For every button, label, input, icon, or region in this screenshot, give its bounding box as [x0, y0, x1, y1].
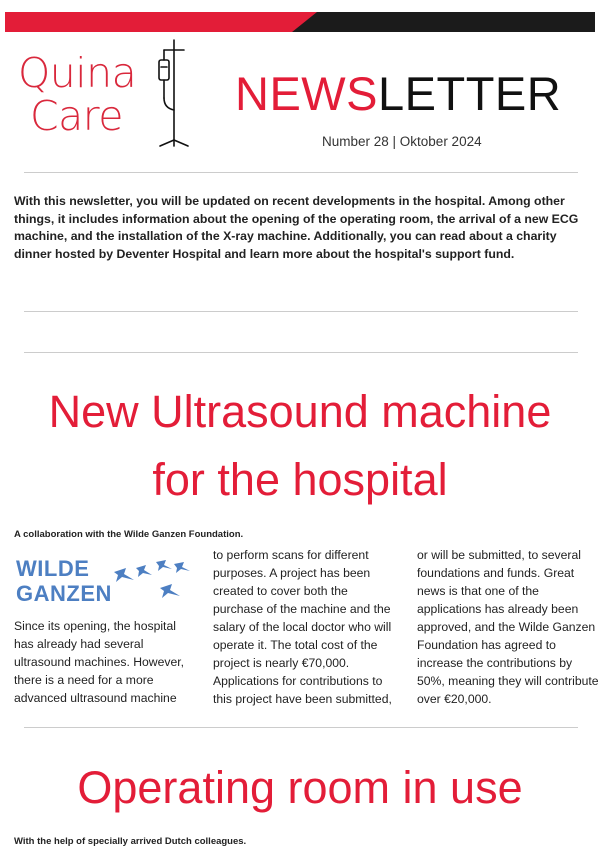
wilde-ganzen-logo	[16, 556, 186, 610]
partner-logo-line-1: WILDE	[16, 556, 90, 581]
intro-paragraph: With this newsletter, you will be updated on recent developments in the hospital. Among other things, it includes information about the opening of the operating room, the arrival of a new ECG machine, and the installation of the X-ray machine. Additionally, you can read about a charity dinner hosted by Deventer Hospital and learn more about the hospital's support fund.	[14, 194, 579, 261]
headline-line-2: for the hospital	[152, 454, 448, 505]
article-subtitle: A collaboration with the Wilde Ganzen Foundation.	[14, 529, 244, 540]
divider	[24, 172, 578, 173]
iv-drip-stand-icon	[150, 38, 198, 148]
headline-line-1: New Ultrasound machine	[48, 386, 552, 437]
article-headline-ultrasound	[0, 378, 600, 514]
newsletter-title	[235, 66, 561, 122]
top-banner-accent	[5, 12, 317, 32]
logo-wordmark	[18, 49, 137, 140]
geese-icon	[112, 558, 192, 608]
title-letter: LETTER	[378, 67, 562, 120]
divider	[24, 727, 578, 728]
title-news: NEWS	[235, 67, 378, 120]
article-subtitle: With the help of specially arrived Dutch colleagues.	[14, 836, 247, 847]
issue-number: Number 28 | Oktober 2024	[322, 134, 482, 149]
article-headline-operating-room: Operating room in use	[77, 762, 523, 813]
divider	[24, 311, 578, 312]
logo-line-2: Care	[30, 92, 123, 140]
logo-line-1: Quina	[18, 49, 137, 97]
quinacare-logo	[16, 49, 196, 148]
article-column-3: or will be submitted, to several foundations and funds. Great news is that one of the applications has already been approved, and the Wilde Ganzen Foundation has agreed to increase the contributions by 50%, meaning they will contribute over €20,000.	[417, 548, 599, 706]
top-banner	[5, 12, 595, 32]
divider	[24, 352, 578, 353]
article-column-1: Since its opening, the hospital has already had several ultrasound machines. However, there is a need for a more advanced ultrasound machine	[14, 619, 185, 705]
partner-logo-line-2: GANZEN	[16, 581, 112, 606]
article-column-2: to perform scans for different purposes. A project has been created to cover both the purchase of the machine and the salary of the local doctor who will operate it. The total cost of the project is nearly €70,000. Applications for contributions to this project have been submitted,	[213, 548, 392, 706]
